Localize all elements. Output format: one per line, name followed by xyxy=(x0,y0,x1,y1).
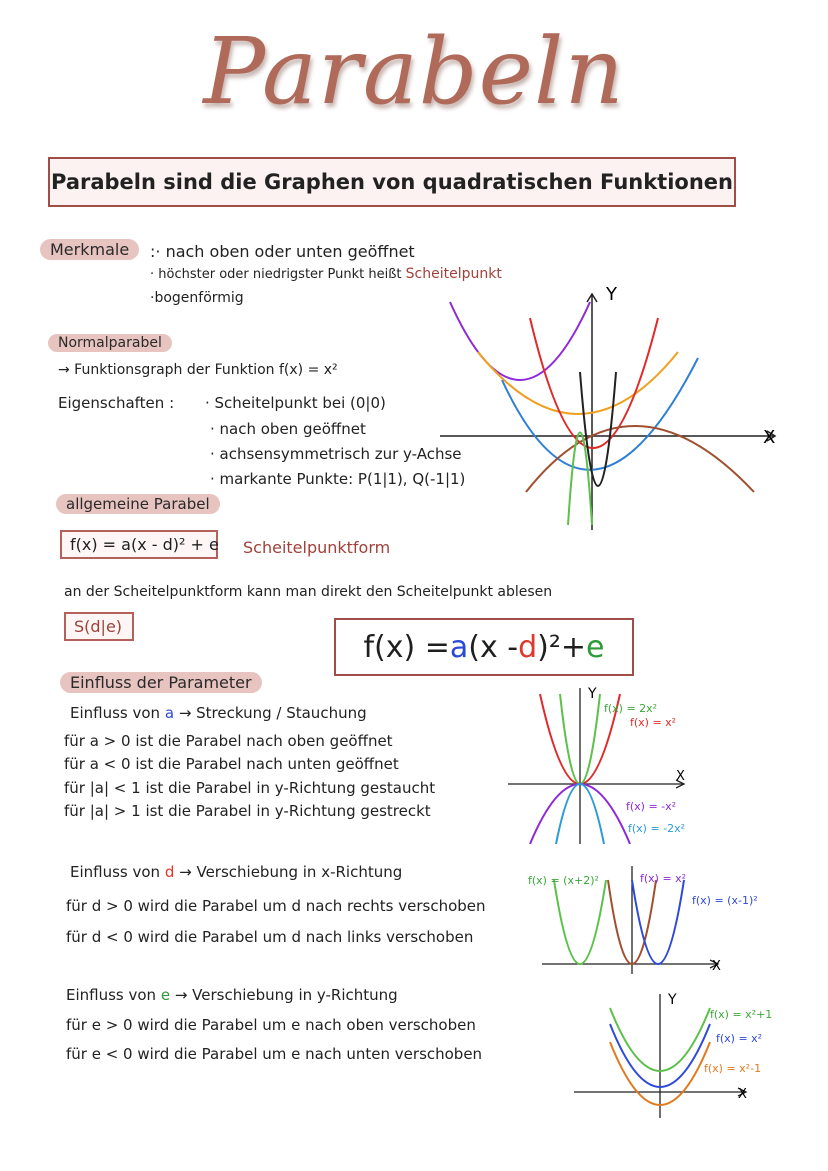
einfluss-a-line-2: für a < 0 ist die Parabel nach unten geöffnet xyxy=(64,755,399,773)
g2-label-x2: f(x) = x² xyxy=(630,716,677,729)
einfluss-e-line-2: für e < 0 wird die Parabel um e nach unten verschoben xyxy=(66,1045,483,1063)
formula-d: d xyxy=(518,629,538,665)
parabola-overview-graph xyxy=(430,280,790,540)
parameter-e-graph xyxy=(570,990,820,1120)
g4-label-down: f(x) = x²-1 xyxy=(704,1062,762,1075)
parameter-a-graph xyxy=(508,684,708,844)
g3-label-right: f(x) = (x-1)² xyxy=(692,894,758,907)
normalparabel-function: → Funktionsgraph der Funktion f(x) = x² xyxy=(58,362,338,378)
g3-label-left: f(x) = (x+2)² xyxy=(528,874,599,887)
scheitelpunkt-highlight: Scheitelpunkt xyxy=(405,266,502,282)
g1-y-label: Y xyxy=(606,284,617,305)
formula-e: e xyxy=(586,629,605,665)
merkmal-item-1: :· nach oben oder unten geöffnet xyxy=(150,242,415,261)
einfluss-a-line-1: für a > 0 ist die Parabel nach oben geöffnet xyxy=(64,732,393,750)
g4-x-label: X xyxy=(738,1087,747,1102)
ablesen-note: an der Scheitelpunktform kann man direkt den Scheitelpunkt ablesen xyxy=(64,584,553,600)
allgemeine-heading: allgemeine Parabel xyxy=(56,494,220,514)
eigenschaft-1: · Scheitelpunkt bei (0|0) xyxy=(205,394,386,412)
g3-x-label: X xyxy=(712,959,721,974)
normalparabel-heading: Normalparabel xyxy=(48,334,172,352)
einfluss-a-line-3: für |a| < 1 ist die Parabel in y-Richtung gestaucht xyxy=(64,779,436,797)
einfluss-e-line-1: für e > 0 wird die Parabel um e nach oben verschoben xyxy=(66,1016,476,1034)
einfluss-a-line-4: für |a| > 1 ist die Parabel in y-Richtung gestreckt xyxy=(64,802,431,820)
merkmale-label: Merkmale xyxy=(40,239,139,260)
g3-blue-shift-right xyxy=(632,880,684,964)
einfluss-d-line-1: für d > 0 wird die Parabel um d nach rechts verschoben xyxy=(66,897,486,915)
einfluss-d-title: Einfluss von d → Verschiebung in x-Richtung xyxy=(70,863,403,881)
einfluss-e-title: Einfluss von e → Verschiebung in y-Richtung xyxy=(66,986,398,1004)
scheitelpunktform-formula: f(x) = a(x - d)² + e xyxy=(70,535,219,554)
eigenschaft-3: · achsensymmetrisch zur y-Achse xyxy=(210,445,462,463)
g2-y-label: Y xyxy=(588,686,597,702)
einfluss-d-line-2: für d < 0 wird die Parabel um d nach links verschoben xyxy=(66,928,474,946)
eigenschaft-4: · markante Punkte: P(1|1), Q(-1|1) xyxy=(210,470,466,488)
g3-green-shift-left xyxy=(554,880,606,964)
vertex-text: S(d|e) xyxy=(74,617,123,636)
merkmal-item-3: ·bogenförmig xyxy=(150,290,244,306)
formula-f: f(x) = xyxy=(363,629,450,665)
g1-purple-parabola xyxy=(450,302,590,380)
g2-label-2x2: f(x) = 2x² xyxy=(604,702,658,715)
parameter-d-graph xyxy=(528,858,828,976)
eigenschaft-2: · nach oben geöffnet xyxy=(210,420,366,438)
definition-box xyxy=(48,157,736,207)
vertex-box xyxy=(64,612,134,641)
big-formula xyxy=(334,618,634,676)
g4-y-label: Y xyxy=(668,992,677,1008)
g2-label-neg2x2: f(x) = -2x² xyxy=(628,822,686,835)
page-title: Parabeln xyxy=(203,18,625,125)
einfluss-heading: Einfluss der Parameter xyxy=(60,672,262,693)
scheitelpunktform-box xyxy=(60,530,218,559)
g3-label-base: f(x) = x² xyxy=(640,872,687,885)
formula-a: a xyxy=(449,629,469,665)
g1-blue-parabola xyxy=(502,358,698,470)
scheitelpunktform-label: Scheitelpunktform xyxy=(243,538,391,557)
g1-red-parabola xyxy=(530,318,658,448)
g4-label-base: f(x) = x² xyxy=(716,1032,763,1045)
g1-x-label: X xyxy=(763,427,776,448)
g2-label-negx2: f(x) = -x² xyxy=(626,800,677,813)
formula-p1: (x - xyxy=(468,629,519,665)
definition-text: Parabeln sind die Graphen von quadratischen Funktionen xyxy=(51,170,733,194)
einfluss-a-title: Einfluss von a → Streckung / Stauchung xyxy=(70,704,367,722)
formula-p2: )²+ xyxy=(537,629,587,665)
g2-x-label: X xyxy=(676,769,685,784)
g1-orange-parabola xyxy=(478,352,678,414)
eigenschaften-label: Eigenschaften : xyxy=(58,394,175,412)
g4-label-up: f(x) = x²+1 xyxy=(710,1008,773,1021)
merkmal-item-2: · höchster oder niedrigster Punkt heißt Scheitelpunkt xyxy=(150,266,502,282)
